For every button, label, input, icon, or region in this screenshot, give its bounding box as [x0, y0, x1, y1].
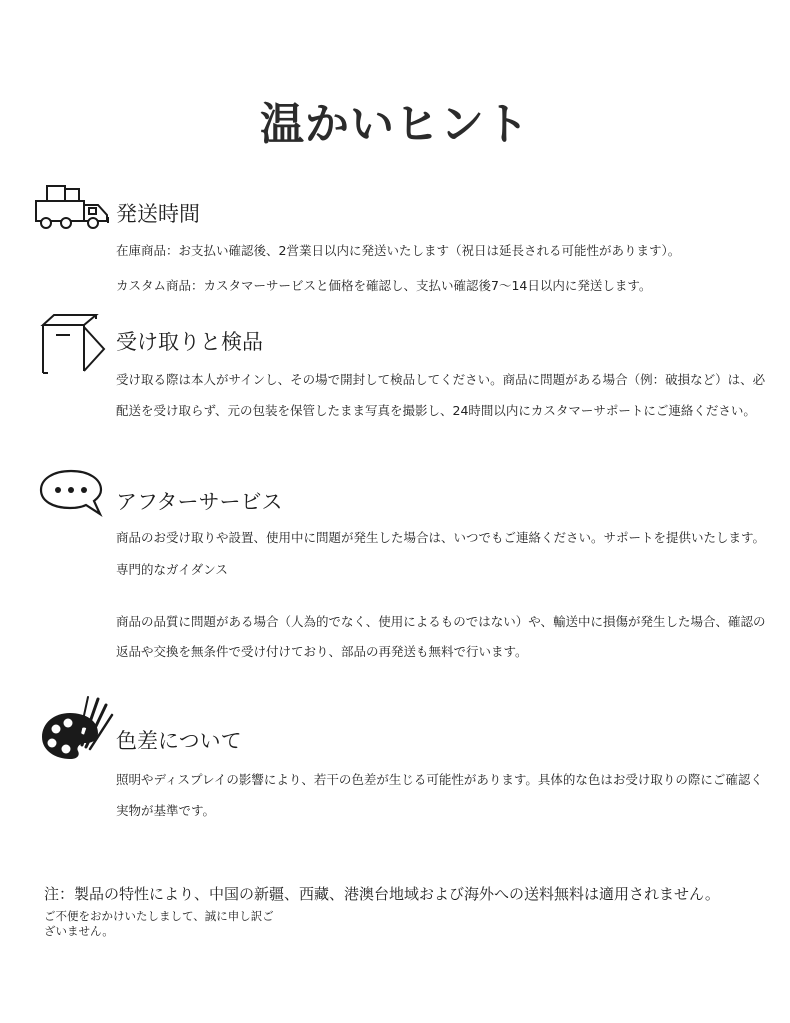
section-text: 商品のお受け取りや設置、使用中に問題が発生した場合は、いつでもご連絡ください。サポートを提供いたします。 — [116, 530, 766, 545]
section-heading: 発送時間 — [116, 202, 200, 226]
package-box-icon — [40, 313, 106, 375]
section-text: 受け取る際は本人がサインし、その場で開封して検品してください。商品に問題がある場合（例：破損など）は、必 — [116, 372, 766, 387]
section-heading: アフターサービス — [116, 490, 283, 514]
section-text: 商品の品質に問題がある場合（人為的でなく、使用によるものではない）や、輸送中に損傷が発生した場合、確認の — [116, 614, 766, 629]
section-text: 返品や交換を無条件で受け付けており、部品の再発送も無料で行います。 — [116, 644, 528, 659]
apology-note: ご不便をおかけいたしまして、誠に申し訳ございません。 — [44, 909, 274, 938]
section-text: 在庫商品：お支払い確認後、2営業日以内に発送いたします（祝日は延長される可能性があります）。 — [116, 243, 681, 258]
section-text: 配送を受け取らず、元の包装を保管したまま写真を撮影し、24時間以内にカスタマーサポートにご連絡ください。 — [116, 403, 756, 418]
section-text: 照明やディスプレイの影響により、若干の色差が生じる可能性があります。具体的な色はお受け取りの際にご確認く — [116, 772, 763, 787]
speech-bubble-icon — [38, 468, 104, 518]
shipping-note: 注：製品の特性により、中国の新疆、西藏、港澳台地域および海外への送料無料は適用されません。 — [44, 885, 720, 903]
section-heading: 受け取りと検品 — [116, 330, 263, 354]
section-text: 実物が基準です。 — [116, 803, 216, 818]
page-title: 温かいヒント — [260, 99, 530, 150]
paint-palette-icon — [40, 693, 114, 763]
section-text: カスタム商品：カスタマーサービスと価格を確認し、支払い確認後7〜14日以内に発送します。 — [116, 278, 652, 293]
section-text: 専門的なガイダンス — [116, 562, 228, 577]
delivery-truck-icon — [33, 183, 113, 231]
section-heading: 色差について — [116, 729, 242, 753]
